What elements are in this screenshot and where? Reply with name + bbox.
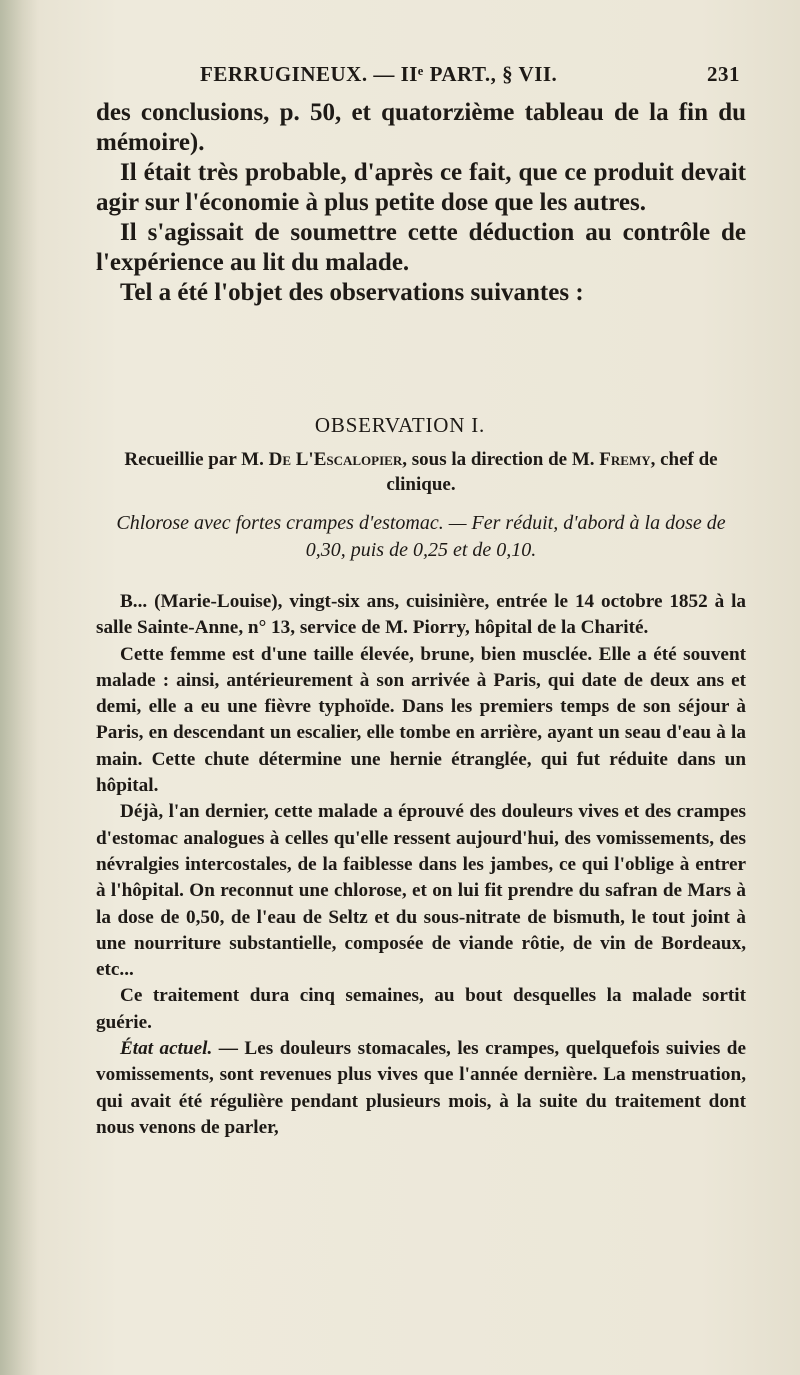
lead-paragraph: Il était très probable, d'après ce fait, que ce produit devait agir sur l'économie à plus petite dose que les autres. [96, 159, 746, 216]
lead-paragraph: Tel a été l'objet des observations suivantes : [120, 279, 584, 306]
page-number: 231 [707, 62, 740, 86]
etat-actuel-text: — Les douleurs stomacales, les crampes, quelquefois suivies de vomissements, sont revenues plus vives que l'année dernière. La menstruation, qui avait été régulière pendant plusieurs mois, à la suite du traitement dont nous venons de parler, [96, 1038, 746, 1138]
lead-text [96, 98, 746, 308]
running-header [200, 62, 740, 92]
body-paragraph: Cette femme est d'une taille élevée, brune, bien musclée. Elle a été souvent malade : ainsi, antérieurement à son arrivée à Paris, qui date de deux ans et demi, elle a eu une fièvre typhoïde. Dans les premiers temps de son séjour à Paris, en descendant un escalier, elle tombe en arrière, ayant un seau d'eau à la main. Cette chute détermine une hernie étranglée, qui fut réduite dans un hôpital. [96, 643, 746, 797]
source-suffix: , chef de clinique. [386, 449, 718, 495]
lead-paragraph: des conclusions, p. 50, et quatorzième tableau de la fin du mémoire). [96, 99, 746, 156]
observation-title: OBSERVATION I. [314, 413, 486, 437]
etat-actuel-paragraph [96, 1036, 746, 1141]
etat-actuel-label: État actuel. [120, 1038, 213, 1060]
body-paragraph: Déjà, l'an dernier, cette malade a éprouvé des douleurs vives et des crampes d'estomac analogues à celles qu'elle ressent aujourd'hui, des vomissements, des névralgies intercostales, de la faiblesse dans les jambes, ce qui l'oblige à entrer à l'hôpital. On reconnut une chlorose, et on lui fit prendre du safran de Mars à la dose de 0,50, de l'eau de Seltz et du sous-nitrate de bismuth, le tout joint à une nourriture substantielle, composée de viande rôtie, de vin de Bordeaux, etc... [96, 801, 746, 981]
binding-gutter-shadow [0, 0, 38, 1375]
body-paragraph: B... (Marie-Louise), vingt-six ans, cuisinière, entrée le 14 octobre 1852 à la salle Sainte-Anne, n° 13, service de M. Piorry, hôpital de la Charité. [96, 591, 746, 639]
observation-body [96, 589, 746, 1141]
source-director: Fremy [599, 449, 651, 470]
source-name: De L'Escalopier [268, 449, 403, 470]
source-prefix: Recueillie par M. [124, 449, 269, 470]
lead-paragraph: Il s'agissait de soumettre cette déduction au contrôle de l'expérience au lit du malade. [96, 219, 746, 276]
observation-source [96, 447, 746, 497]
body-paragraph: Ce traitement dura cinq semaines, au bout desquelles la malade sortit guérie. [96, 985, 746, 1033]
observation-subtitle: Chlorose avec fortes crampes d'estomac. — Fer réduit, d'abord à la dose de 0,30, puis de 0,25 et de 0,10. [116, 512, 726, 561]
source-mid: , sous la direction de M. [402, 449, 600, 470]
running-title: FERRUGINEUX. — IIᵉ PART., § VII. [200, 62, 558, 86]
